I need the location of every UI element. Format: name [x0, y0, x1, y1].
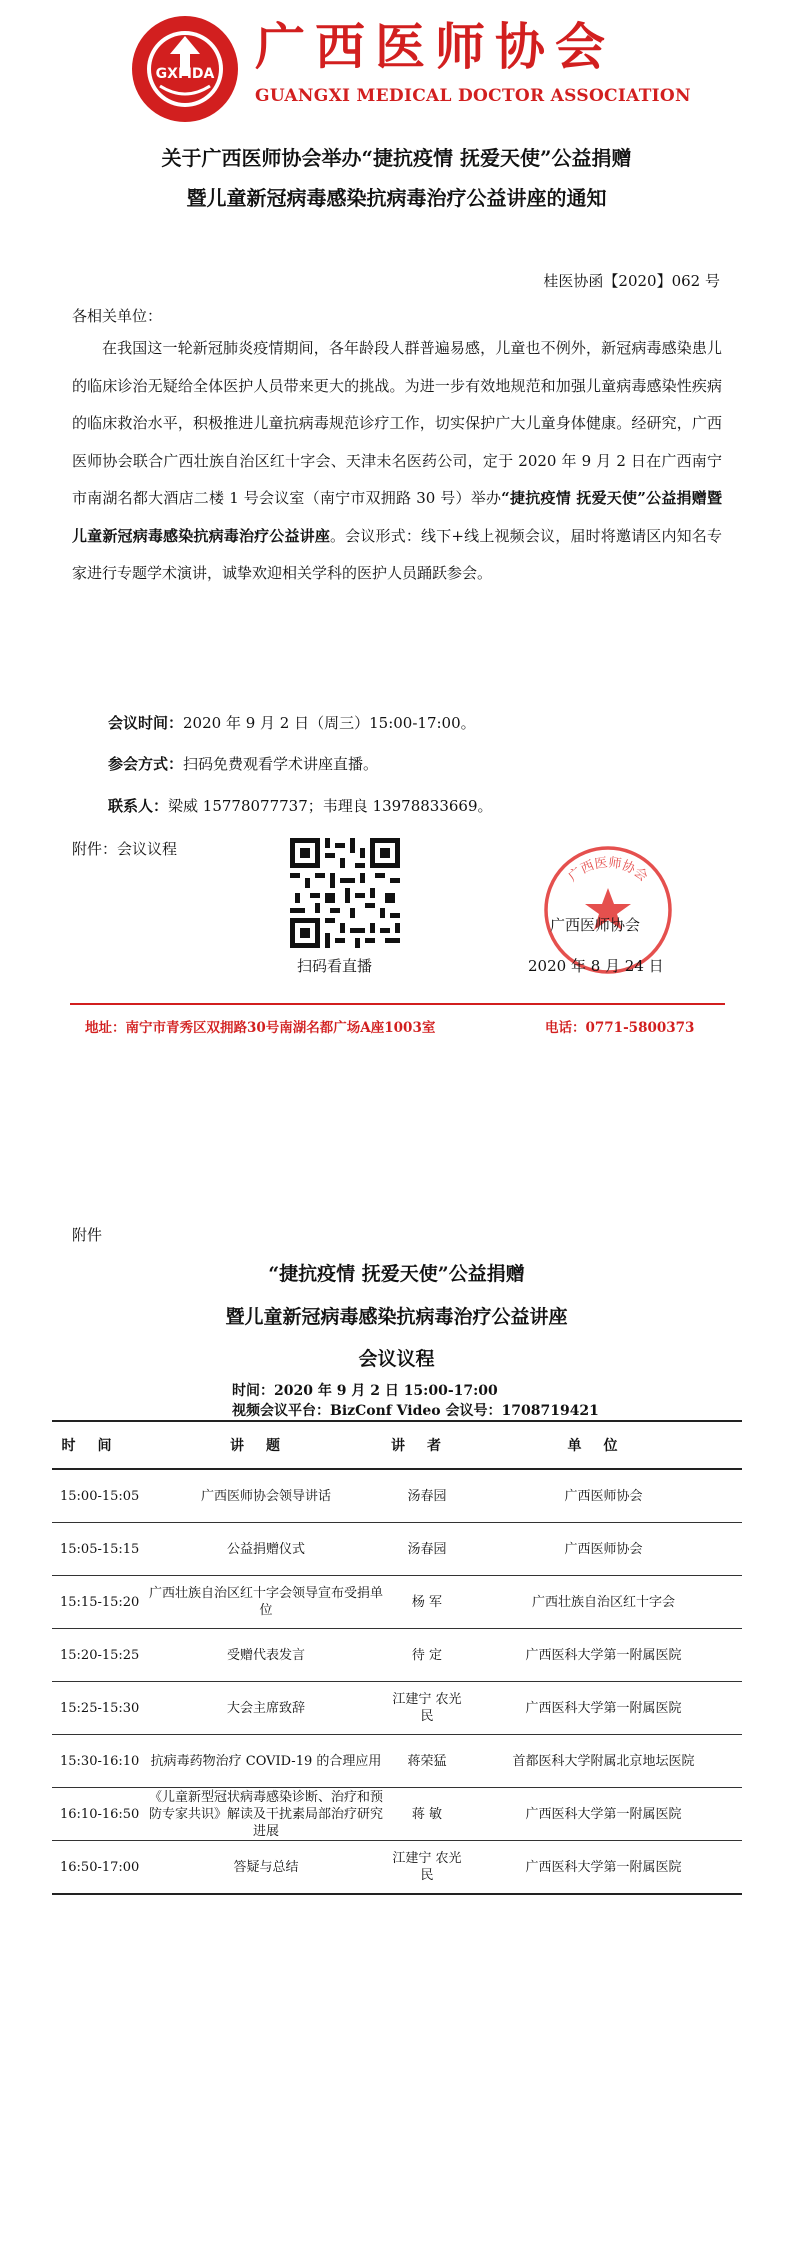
- contact-label: 联系人：: [108, 797, 169, 815]
- row-unit: 广西医科大学第一附属医院: [465, 1788, 742, 1841]
- body-event-name: “捷抗疫情 抚爱天使”公益捐赠暨儿童新冠病毒感染抗病毒治疗公益讲座: [72, 489, 722, 545]
- row-unit: 首都医科大学附属北京地坛医院: [465, 1735, 742, 1788]
- attendance-mode-line: [108, 753, 378, 774]
- row-time: 15:05-15:15: [52, 1523, 143, 1576]
- row-time: 15:15-15:20: [52, 1576, 143, 1629]
- footer-divider: [70, 1003, 725, 1005]
- row-time: 15:20-15:25: [52, 1629, 143, 1682]
- row-speaker: 江建宁 农光民: [389, 1841, 465, 1895]
- letterhead-name-zh: 广西医师协会: [255, 17, 615, 76]
- row-speaker: 蒋 敏: [389, 1788, 465, 1841]
- body-text-part1: 在我国这一轮新冠肺炎疫情期间，各年龄段人群普遍易感，儿童也不例外，新冠病毒感染患儿的临床诊治无疑给全体医护人员带来更大的挑战。为进一步有效地规范和加强儿童病毒感染性疾病的临床救治水平，积极推进儿童抗病毒规范诊疗工作，切实保护广大儿童身体健康。经研究，广西医师协会联合广西壮族自治区红十字会、天津未名医药公司，定于 2020 年 9 月 2 日在广西南宁市南湖名都大酒店二楼 1 号会议室（南宁市双拥路 30 号）举办: [72, 339, 722, 507]
- contact-value: 梁威 15778077737；韦理良 13978833669。: [168, 797, 493, 815]
- row-topic: 受赠代表发言: [143, 1629, 389, 1682]
- row-unit: 广西医科大学第一附属医院: [465, 1841, 742, 1895]
- row-topic: 广西医师协会领导讲话: [143, 1469, 389, 1523]
- attachment-note: 附件：会议议程: [72, 840, 178, 858]
- table-row: [52, 1735, 742, 1788]
- attendance-mode-value: 扫码免费观看学术讲座直播。: [183, 755, 379, 773]
- row-topic: 《儿童新型冠状病毒感染诊断、治疗和预防专家共识》解读及干扰素局部治疗研究进展: [143, 1788, 389, 1841]
- signing-date: 2020 年 8 月 24 日: [528, 957, 664, 975]
- footer-address: 地址：南宁市青秀区双拥路30号南湖名都广场A座1003室: [85, 1020, 436, 1036]
- row-unit: 广西壮族自治区红十字会: [465, 1576, 742, 1629]
- meeting-time-label: 会议时间：: [108, 714, 184, 732]
- gxmda-logo: [130, 14, 240, 124]
- row-time: 15:25-15:30: [52, 1682, 143, 1735]
- table-row: [52, 1788, 742, 1841]
- seal-ring-text: 广西医师协会: [565, 855, 651, 885]
- contact-line: [108, 795, 493, 816]
- row-time: 15:30-16:10: [52, 1735, 143, 1788]
- livestream-qr-code[interactable]: [290, 838, 400, 948]
- row-topic: 大会主席致辞: [143, 1682, 389, 1735]
- table-row: [52, 1841, 742, 1895]
- footer-phone: 电话：0771-5800373: [545, 1020, 695, 1036]
- notice-title-line1: 关于广西医师协会举办“捷抗疫情 抚爱天使”公益捐赠: [161, 146, 632, 170]
- header-unit: 单位: [465, 1421, 742, 1469]
- row-speaker: 蒋荣猛: [389, 1735, 465, 1788]
- row-topic: 广西壮族自治区红十字会领导宣布受捐单位: [143, 1576, 389, 1629]
- row-unit: 广西医师协会: [465, 1469, 742, 1523]
- table-row: [52, 1469, 742, 1523]
- row-unit: 广西医师协会: [465, 1523, 742, 1576]
- attendance-mode-label: 参会方式：: [108, 755, 184, 773]
- body-text-part2: 。会议形式：线下+线上视频会议，届时将邀请区内知名专家进行专题学术演讲，诚挚欢迎相关学科的医护人员踊跃参会。: [72, 526, 722, 582]
- row-speaker: 杨 军: [389, 1576, 465, 1629]
- notice-title-line2: 暨儿童新冠病毒感染抗病毒治疗公益讲座的通知: [186, 186, 607, 210]
- agenda-title-line2: 暨儿童新冠病毒感染抗病毒治疗公益讲座: [225, 1306, 568, 1328]
- table-row: [52, 1523, 742, 1576]
- meeting-time-value: 2020 年 9 月 2 日（周三）15:00-17:00。: [183, 714, 476, 732]
- agenda-header-row: [52, 1421, 742, 1469]
- meeting-time-line: [108, 712, 476, 733]
- row-time: 15:00-15:05: [52, 1469, 143, 1523]
- attachment-label: 附件: [72, 1226, 103, 1244]
- row-speaker: 汤春园: [389, 1523, 465, 1576]
- row-speaker: 汤春园: [389, 1469, 465, 1523]
- header-speaker: 讲者: [389, 1421, 465, 1469]
- row-speaker: 江建宁 农光民: [389, 1682, 465, 1735]
- agenda-time: 时间：2020 年 9 月 2 日 15:00-17:00: [232, 1383, 498, 1399]
- header-topic: 讲题: [143, 1421, 389, 1469]
- row-time: 16:10-16:50: [52, 1788, 143, 1841]
- document-number: 桂医协函【2020】062 号: [543, 272, 720, 290]
- table-row: [52, 1682, 742, 1735]
- salutation: 各相关单位：: [72, 307, 163, 325]
- agenda-table: [52, 1420, 742, 1895]
- header-time: 时间: [52, 1421, 143, 1469]
- svg-text:广西医师协会: [566, 855, 650, 885]
- row-time: 16:50-17:00: [52, 1841, 143, 1895]
- qr-caption: 扫码看直播: [297, 957, 373, 975]
- agenda-platform: 视频会议平台：BizConf Video 会议号：1708719421: [232, 1403, 599, 1419]
- table-row: [52, 1629, 742, 1682]
- row-unit: 广西医科大学第一附属医院: [465, 1629, 742, 1682]
- signer-organization: 广西医师协会: [550, 916, 641, 934]
- row-topic: 公益捐赠仪式: [143, 1523, 389, 1576]
- row-speaker: 待 定: [389, 1629, 465, 1682]
- logo-abbreviation: GXMDA: [155, 66, 215, 82]
- row-unit: 广西医科大学第一附属医院: [465, 1682, 742, 1735]
- row-topic: 答疑与总结: [143, 1841, 389, 1895]
- table-row: [52, 1576, 742, 1629]
- row-topic: 抗病毒药物治疗 COVID-19 的合理应用: [143, 1735, 389, 1788]
- letterhead-name-en: GUANGXI MEDICAL DOCTOR ASSOCIATION: [255, 86, 691, 106]
- notice-body: [72, 330, 722, 593]
- agenda-title-line3: 会议议程: [358, 1348, 435, 1370]
- agenda-title-line1: “捷抗疫情 抚爱天使”公益捐赠: [268, 1263, 525, 1285]
